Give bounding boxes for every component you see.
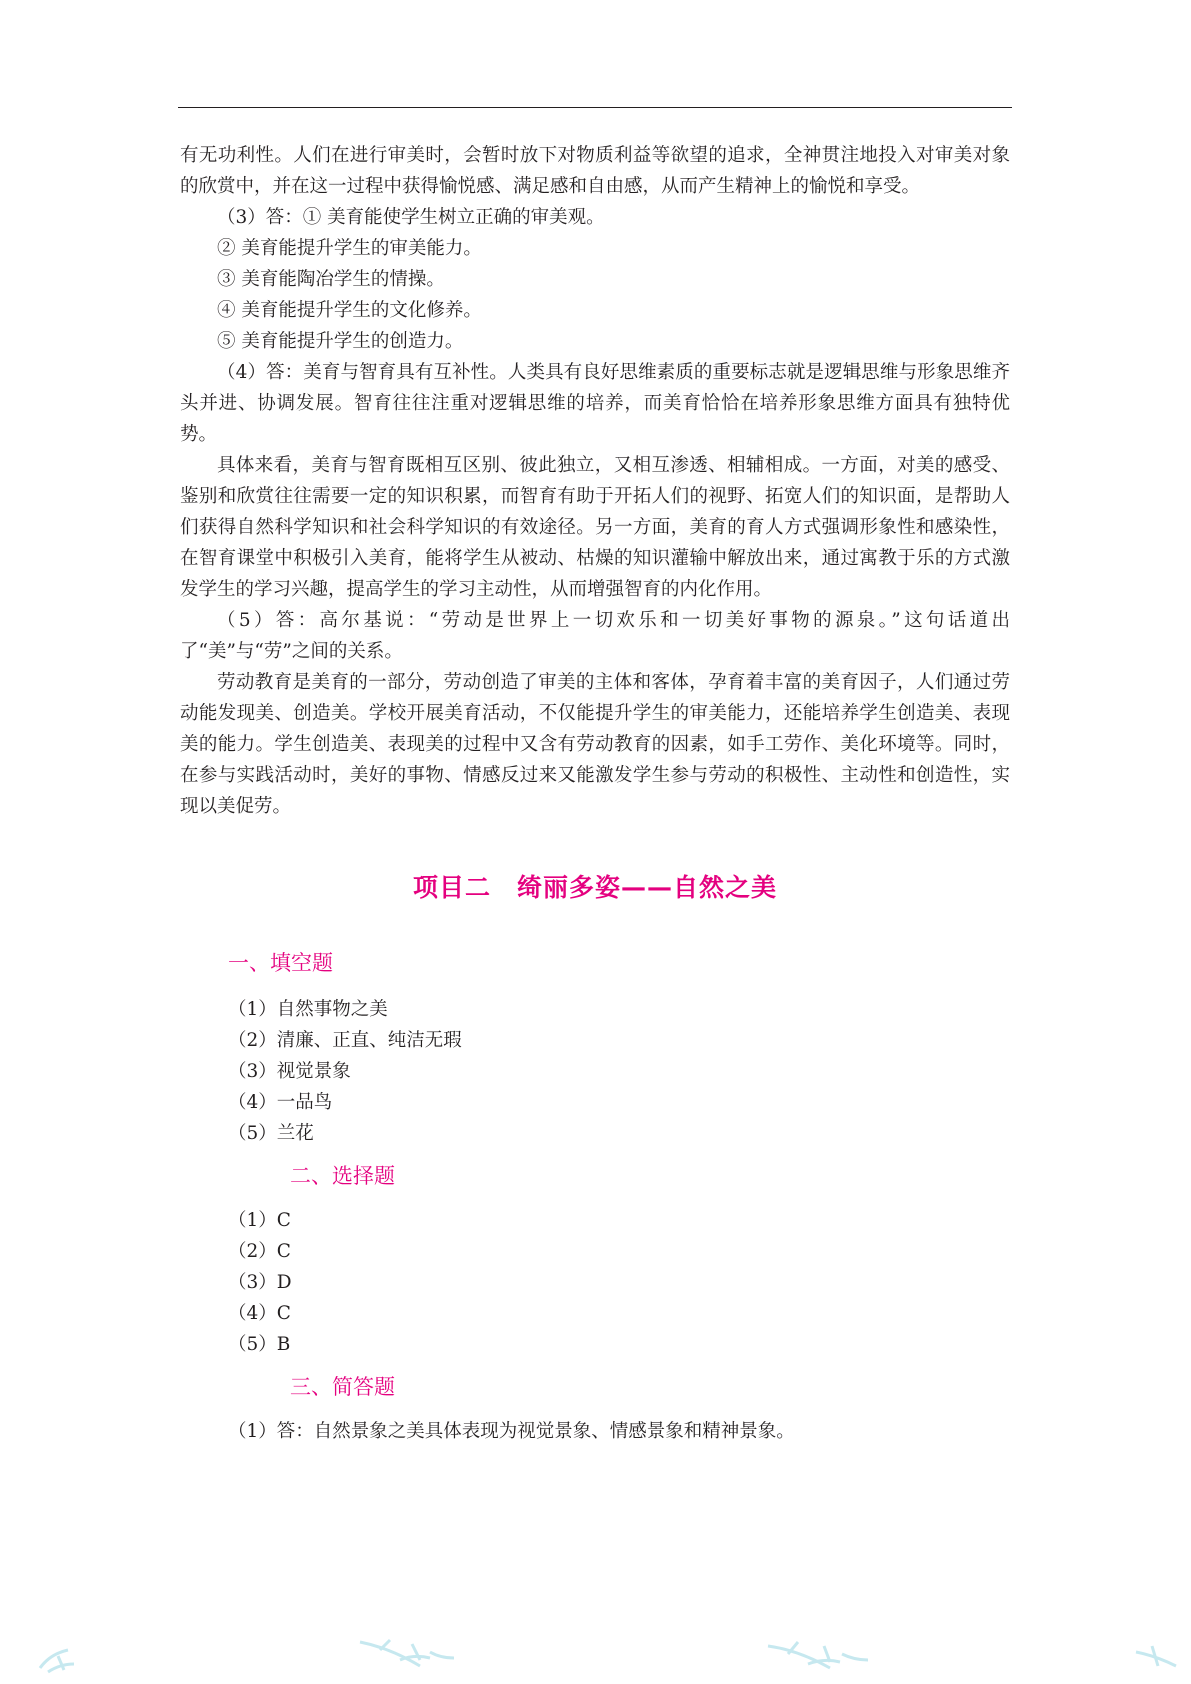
q5-paragraph-1: （5）答：高尔基说：“劳动是世界上一切欢乐和一切美好事物的源泉。”这句话道出了“美”与“劳”之间的关系。	[180, 610, 1010, 662]
q3-intro: （3）答：① 美育能使学生树立正确的审美观。	[217, 207, 605, 228]
answer-line: （2）清廉、正直、纯洁无瑕	[228, 1030, 462, 1051]
paragraph-continuation: 有无功利性。人们在进行审美时，会暂时放下对物质利益等欲望的追求，全神贯注地投入对审美对象的欣赏中，并在这一过程中获得愉悦感、满足感和自由感，从而产生精神上的愉悦和享受。	[180, 145, 1010, 197]
section-title: 项目二 绮丽多姿——自然之美	[412, 873, 777, 902]
answer-line: （5）B	[228, 1334, 291, 1355]
watermark-logo-icon	[0, 1638, 90, 1682]
q3-item: ② 美育能提升学生的审美能力。	[217, 238, 482, 259]
page-content	[180, 140, 1010, 1447]
watermark-row	[0, 1630, 1191, 1684]
answer-line: （1）C	[228, 1210, 291, 1231]
q3-item: ④ 美育能提升学生的文化修养。	[217, 300, 482, 321]
q3-item: ⑤ 美育能提升学生的创造力。	[217, 331, 464, 352]
q5-paragraph-2: 劳动教育是美育的一部分，劳动创造了审美的主体和客体，孕育着丰富的美育因子，人们通过劳动能发现美、创造美。学校开展美育活动，不仅能提升学生的审美能力，还能培养学生创造美、表现美的能力。学生创造美、表现美的过程中又含有劳动教育的因素，如手工劳作、美化环境等。同时，在参与实践活动时，美好的事物、情感反过来又能激发学生参与劳动的积极性、主动性和创造性，实现以美促劳。	[180, 672, 1010, 817]
answer-line: （2）C	[228, 1241, 291, 1262]
answer-line: （4）C	[228, 1303, 291, 1324]
short-answer-answers	[180, 1416, 1010, 1447]
answer-line: （5）兰花	[228, 1123, 314, 1144]
q4-paragraph-1: （4）答：美育与智育具有互补性。人类具有良好思维素质的重要标志就是逻辑思维与形象思维齐头并进、协调发展。智育往往注重对逻辑思维的培养，而美育恰恰在培养形象思维方面具有独特优势。	[180, 362, 1010, 445]
fill-blank-heading: 一、填空题	[228, 951, 333, 975]
answer-line: （4）一品鸟	[228, 1092, 333, 1113]
answer-line: （3）D	[228, 1272, 292, 1293]
watermark-logo-icon	[350, 1632, 470, 1676]
q4-paragraph-2: 具体来看，美育与智育既相互区别、彼此独立，又相互渗透、相辅相成。一方面，对美的感受、鉴别和欣赏往往需要一定的知识积累，而智育有助于开拓人们的视野、拓宽人们的知识面，是帮助人们获得自然科学知识和社会科学知识的有效途径。另一方面，美育的育人方式强调形象性和感染性，在智育课堂中积极引入美育，能将学生从被动、枯燥的知识灌输中解放出来，通过寓教于乐的方式激发学生的学习兴趣，提高学生的学习主动性，从而增强智育的内化作用。	[180, 455, 1010, 600]
answer-line: （1）答：自然景象之美具体表现为视觉景象、情感景象和精神景象。	[228, 1421, 795, 1442]
answer-line: （1）自然事物之美	[228, 999, 388, 1020]
watermark-logo-icon	[1130, 1638, 1191, 1682]
q3-item: ③ 美育能陶冶学生的情操。	[217, 269, 445, 290]
fill-blank-answers	[180, 994, 1010, 1149]
answer-line: （3）视觉景象	[228, 1061, 351, 1082]
header-rule	[178, 107, 1012, 108]
choice-heading: 二、选择题	[290, 1164, 395, 1188]
short-answer-heading: 三、简答题	[290, 1375, 395, 1399]
watermark-logo-icon	[760, 1634, 880, 1678]
choice-answers	[180, 1205, 1010, 1360]
